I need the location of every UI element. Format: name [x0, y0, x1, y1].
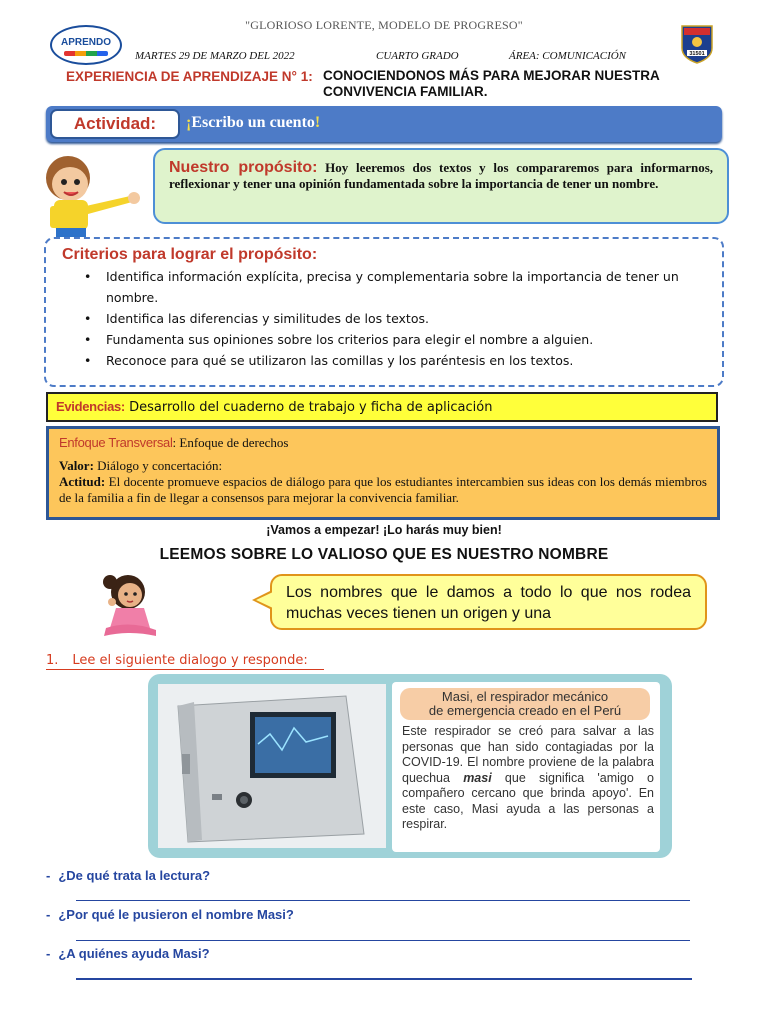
- evidence-box: [46, 392, 718, 422]
- article-panel: [148, 674, 672, 858]
- criteria-list: [84, 266, 716, 371]
- experience-label: EXPERIENCIA DE APRENDIZAJE N° 1:: [66, 69, 313, 84]
- valor-label: Valor:: [59, 458, 94, 473]
- speech-bubble: Los nombres que le damos a todo lo que nos rodea muchas veces tienen un origen y una: [270, 574, 707, 630]
- school-motto: "GLORIOSO LORENTE, MODELO DE PROGRESO": [245, 18, 523, 32]
- purpose-label: Nuestro propósito:: [169, 159, 318, 176]
- logo-color-bar: [64, 51, 108, 56]
- activity-title-text: Escribo un cuento: [191, 114, 315, 131]
- question-item: [46, 946, 210, 961]
- valor-line: [59, 458, 707, 474]
- pointing-boy-illustration: [30, 150, 150, 250]
- evidence-label: Evidencias:: [56, 399, 125, 414]
- article-text-after: que significa 'amigo o compañero cercano que brinda apoyo'. En este caso, Masi ayuda a las personas a respirar.: [402, 770, 654, 831]
- answer-line[interactable]: [76, 900, 690, 901]
- logo-text: APRENDO: [60, 37, 111, 48]
- experience-title: CONOCIENDONOS MÁS PARA MEJORAR NUESTRA CONVIVENCIA FAMILIAR.: [323, 68, 660, 99]
- instruction-text: Lee el siguiente dialogo y responde:: [72, 653, 308, 668]
- instruction: [46, 653, 308, 668]
- article-card: [392, 682, 660, 852]
- ventilator-photo: [158, 684, 386, 848]
- instruction-number: 1.: [46, 653, 59, 668]
- question-item: [46, 907, 294, 922]
- evidence-text: Desarrollo del cuaderno de trabajo y ficha de aplicación: [129, 400, 493, 415]
- question-text: ¿De qué trata la lectura?: [58, 868, 211, 883]
- activity-label: Actividad:: [50, 109, 180, 139]
- question-dash: -: [46, 946, 51, 961]
- grade-text: CUARTO GRADO: [376, 50, 459, 62]
- criteria-title: Criterios para lograr el propósito:: [62, 246, 318, 263]
- bubble-tail-inner: [256, 592, 273, 608]
- thinking-girl-illustration: [90, 572, 170, 642]
- approach-label: Enfoque Transversal: [59, 435, 173, 450]
- approach-box: [46, 426, 720, 520]
- article-title: [400, 688, 650, 720]
- answer-line[interactable]: [76, 978, 692, 980]
- encourage-text: ¡Vamos a empezar! ¡Lo harás muy bien!: [266, 523, 502, 537]
- article-title-line2: de emergencia creado en el Perú: [428, 703, 622, 718]
- question-dash: -: [46, 907, 51, 922]
- approach-line: [59, 435, 707, 451]
- crest-number: 31501: [689, 51, 705, 57]
- question-dash: -: [46, 868, 51, 883]
- answer-line[interactable]: [76, 940, 690, 941]
- area-text: ÁREA: COMUNICACIÓN: [509, 50, 627, 62]
- criteria-item: • Fundamenta sus opiniones sobre los criterios para elegir el nombre a alguien.: [84, 329, 716, 350]
- valor-text: Diálogo y concertación:: [97, 458, 223, 473]
- activity-open-mark: ¡: [186, 114, 192, 131]
- question-item: [46, 868, 210, 883]
- article-keyword: masi: [463, 770, 492, 785]
- section-title: LEEMOS SOBRE LO VALIOSO QUE ES NUESTRO NOMBRE: [159, 546, 609, 563]
- question-text: ¿Por qué le pusieron el nombre Masi?: [58, 907, 294, 922]
- school-crest-icon: [680, 24, 714, 64]
- criteria-item: • Reconoce para qué se utilizaron las comillas y los paréntesis en los textos.: [84, 350, 716, 371]
- actitud-text: El docente promueve espacios de diálogo para que los estudiantes intercambien sus ideas con los demás miembros de la familia a fin de llegar a consensos para mejorar la convivencia familiar.: [59, 474, 707, 505]
- aprendo-logo: [50, 25, 122, 65]
- purpose-box: [153, 148, 729, 224]
- article-text-before: Este respirador se creó para salvar a las personas que han sido contagiadas por la COVID-19. El nombre proviene de la palabra quechua: [402, 724, 654, 785]
- criteria-item: • Identifica las diferencias y similitudes de los textos.: [84, 308, 716, 329]
- purpose-text: Hoy leeremos dos textos y los compararemos para informarnos, reflexionar y tener una opinión fundamentada sobre la importancia de tener un nombre.: [169, 160, 714, 191]
- question-text: ¿A quiénes ayuda Masi?: [58, 946, 210, 961]
- approach-value: : Enfoque de derechos: [172, 435, 289, 450]
- actitud-line: [59, 474, 707, 506]
- instruction-underline: [46, 669, 324, 670]
- actitud-label: Actitud:: [59, 474, 106, 489]
- activity-close-mark: !: [314, 114, 321, 131]
- article-body: [402, 724, 654, 833]
- activity-banner: [46, 106, 722, 142]
- article-title-line1: Masi, el respirador mecánico: [441, 689, 609, 704]
- date-text: MARTES 29 DE MARZO DEL 2022: [135, 50, 295, 62]
- activity-title: [186, 114, 320, 132]
- criteria-item: • Identifica información explícita, precisa y complementaria sobre la importancia de tener un nombre.: [84, 266, 716, 308]
